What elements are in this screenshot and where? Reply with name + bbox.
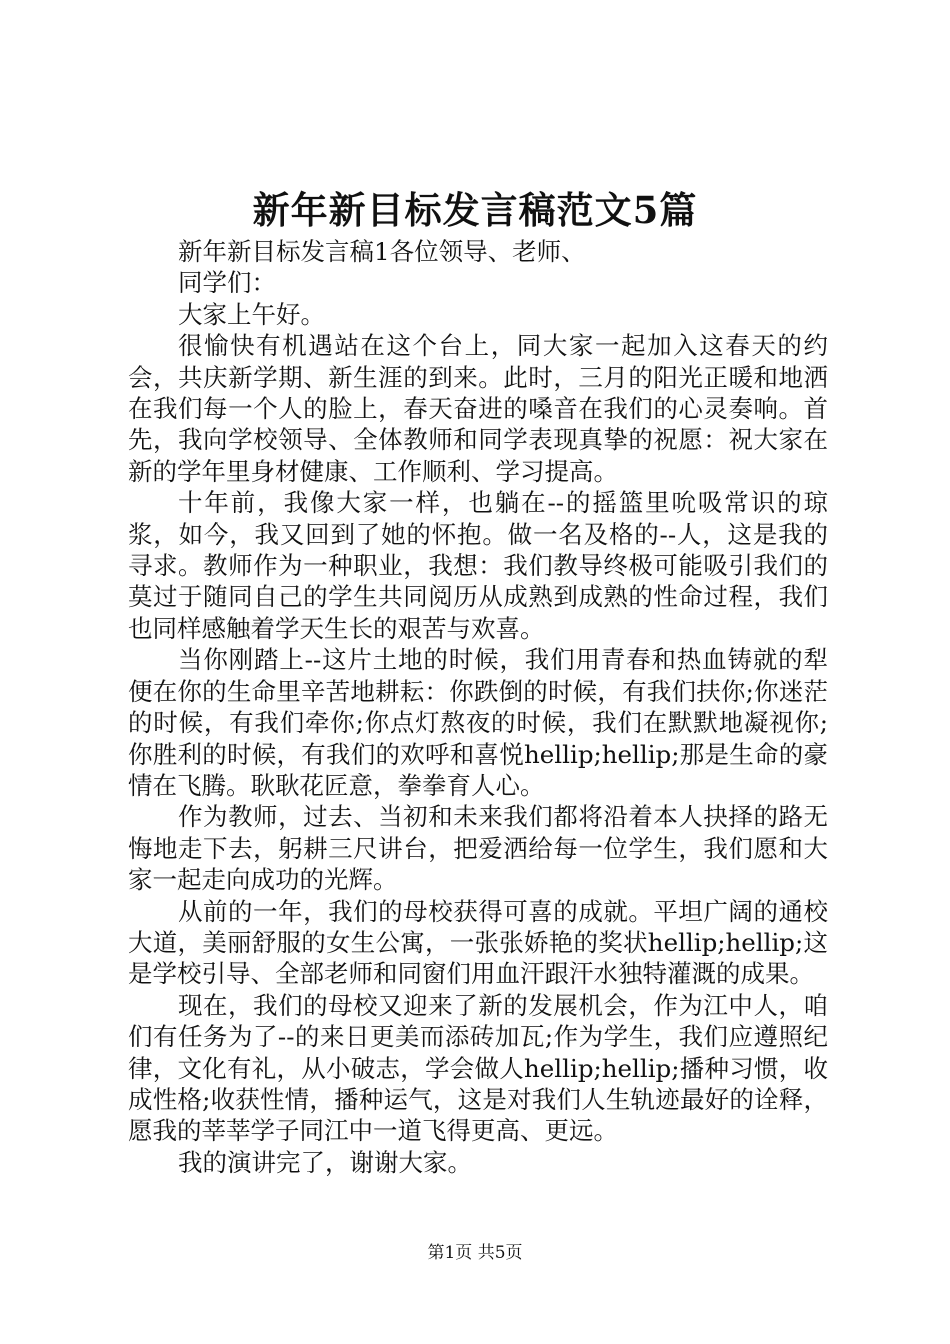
paragraph: 从前的一年，我们的母校获得可喜的成就。平坦广阔的通校大道，美丽舒服的女生公寓，一张张娇艳的奖状hellip;hellip;这是学校引导、全部老师和同窗们用血汗跟汗水独特灌溉的成果。 — [128, 896, 828, 989]
paragraph: 十年前，我像大家一样，也躺在--的摇篮里吮吸常识的琼浆，如今，我又回到了她的怀抱。做一名及格的--人，这是我的寻求。教师作为一种职业，我想：我们教导终极可能吸引我们的莫过于随同自己的学生共同阅历从成熟到成熟的性命过程，我们也同样感触着学天生长的艰苦与欢喜。 — [128, 488, 828, 643]
paragraph-greeting-line-2: 同学们： — [178, 268, 276, 298]
paragraph: 很愉快有机遇站在这个台上，同大家一起加入这春天的约会，共庆新学期、新生涯的到来。此时，三月的阳光正暖和地洒在我们每一个人的脸上，春天奋进的嗓音在我们的心灵奏响。首先，我向学校领导、全体教师和同学表现真挚的祝愿：祝大家在新的学年里身材健康、工作顺利、学习提高。 — [128, 331, 828, 486]
document-title: 新年新目标发言稿范文5篇 — [252, 188, 698, 232]
paragraph-greeting-line-3: 大家上午好。 — [178, 299, 325, 329]
document-body — [128, 236, 828, 1178]
paragraph: 现在，我们的母校又迎来了新的发展机会，作为江中人，咱们有任务为了--的来日更美而添砖加瓦;作为学生，我们应遵照纪律，文化有礼，从小破志，学会做人hellip;hellip;播种习惯，收成性格;收获性情，播种运气，这是对我们人生轨迹最好的诠释，愿我的莘莘学子同江中一道飞得更高、更远。 — [128, 990, 828, 1146]
paragraph: 当你刚踏上--这片土地的时候，我们用青春和热血铸就的犁便在你的生命里辛苦地耕耘：你跌倒的时候，有我们扶你;你迷茫的时候，有我们牵你;你点灯熬夜的时候，我们在默默地凝视你;你胜利的时候，有我们的欢呼和喜悦hellip;hellip;那是生命的豪情在飞腾。耿耿花匠意，拳拳育人心。 — [128, 645, 828, 800]
paragraph-closing: 我的演讲完了，谢谢大家。 — [178, 1147, 472, 1177]
paragraph: 作为教师，过去、当初和未来我们都将沿着本人抉择的路无悔地走下去，躬耕三尺讲台，把爱洒给每一位学生，我们愿和大家一起走向成功的光辉。 — [128, 802, 828, 895]
paragraph-greeting-line-1: 新年新目标发言稿1各位领导、老师、 — [178, 237, 586, 266]
page-footer: 第1页 共5页 — [427, 1243, 523, 1263]
